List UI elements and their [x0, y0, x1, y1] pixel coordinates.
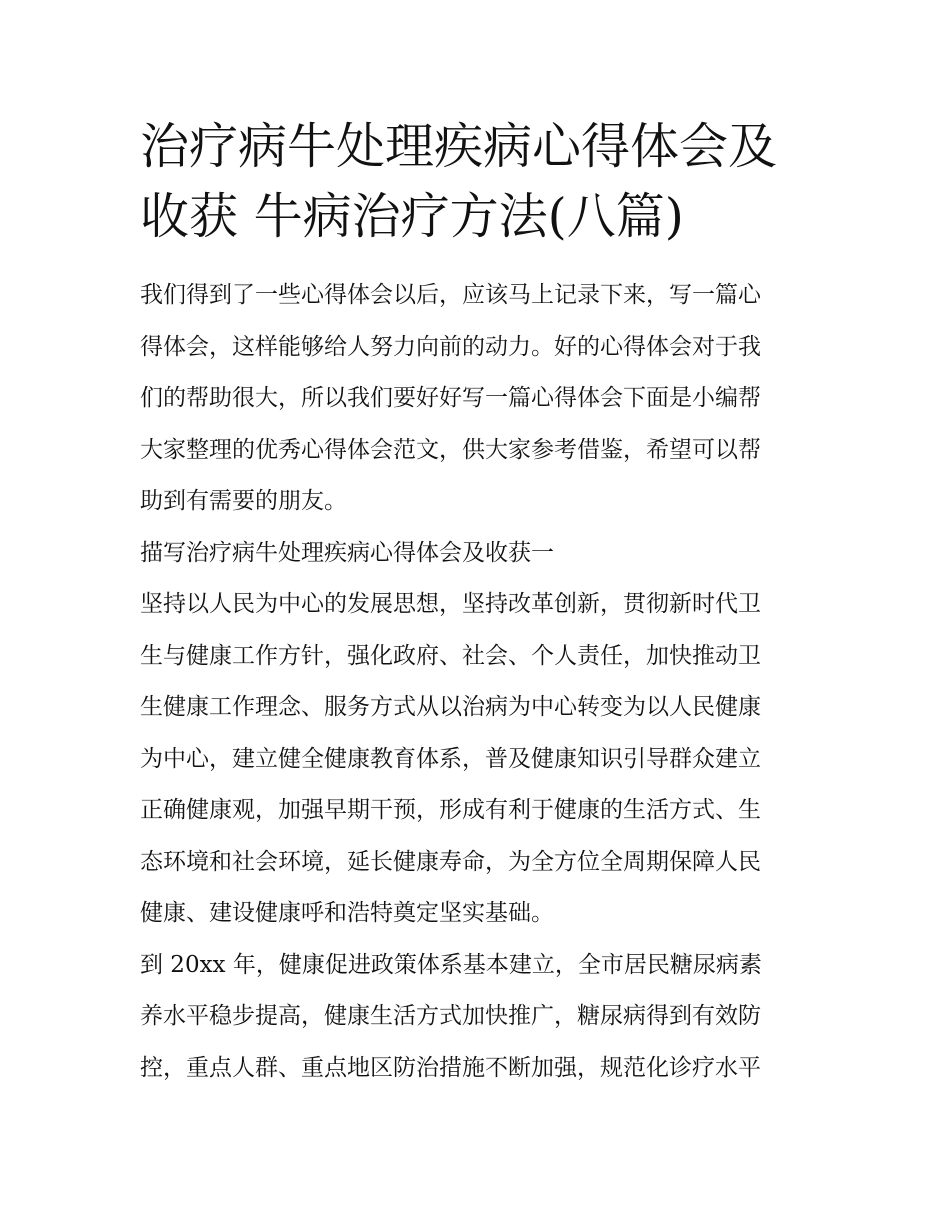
paragraph-line: 生与健康工作方针，强化政府、社会、个人责任，加快推动卫 — [140, 642, 761, 669]
paragraph-line: 生健康工作理念、服务方式从以治病为中心转变为以人民健康 — [140, 694, 761, 720]
intro-line: 大家整理的优秀心得体会范文，供大家参考借鉴，希望可以帮 — [140, 436, 761, 463]
paragraph-line: 健康、建设健康呼和浩特奠定坚实基础。 — [140, 900, 554, 926]
title-line: 收获 牛病治疗方法(八篇) — [140, 188, 684, 245]
paragraph-line: 控，重点人群、重点地区防治措施不断加强，规范化诊疗水平 — [140, 1054, 761, 1081]
paragraph-line: 态环境和社会环境，延长健康寿命，为全方位全周期保障人民 — [140, 848, 761, 875]
document-content — [140, 112, 820, 1094]
document-body — [140, 270, 820, 1094]
paragraph-line: 坚持以人民为中心的发展思想，坚持改革创新，贯彻新时代卫 — [140, 591, 761, 617]
document-title — [140, 112, 820, 252]
paragraph-line: 养水平稳步提高，健康生活方式加快推广，糖尿病得到有效防 — [140, 1003, 761, 1029]
intro-line: 得体会，这样能够给人努力向前的动力。好的心得体会对于我 — [140, 333, 761, 360]
intro-line: 们的帮助很大，所以我们要好好写一篇心得体会下面是小编帮 — [140, 385, 761, 411]
paragraph-line: 正确健康观，加强早期干预，形成有利于健康的生活方式、生 — [140, 797, 761, 823]
section-heading: 描写治疗病牛处理疾病心得体会及收获一 — [140, 539, 554, 566]
intro-line: 助到有需要的朋友。 — [140, 488, 347, 514]
paragraph-line: 到 20xx 年，健康促进政策体系基本建立，全市居民糖尿病素 — [140, 951, 762, 978]
paragraph-line: 为中心，建立健全健康教育体系，普及健康知识引导群众建立 — [140, 745, 761, 772]
title-line: 治疗病牛处理疾病心得体会及 — [140, 118, 778, 175]
intro-line: 我们得到了一些心得体会以后，应该马上记录下来，写一篇心 — [140, 282, 761, 308]
